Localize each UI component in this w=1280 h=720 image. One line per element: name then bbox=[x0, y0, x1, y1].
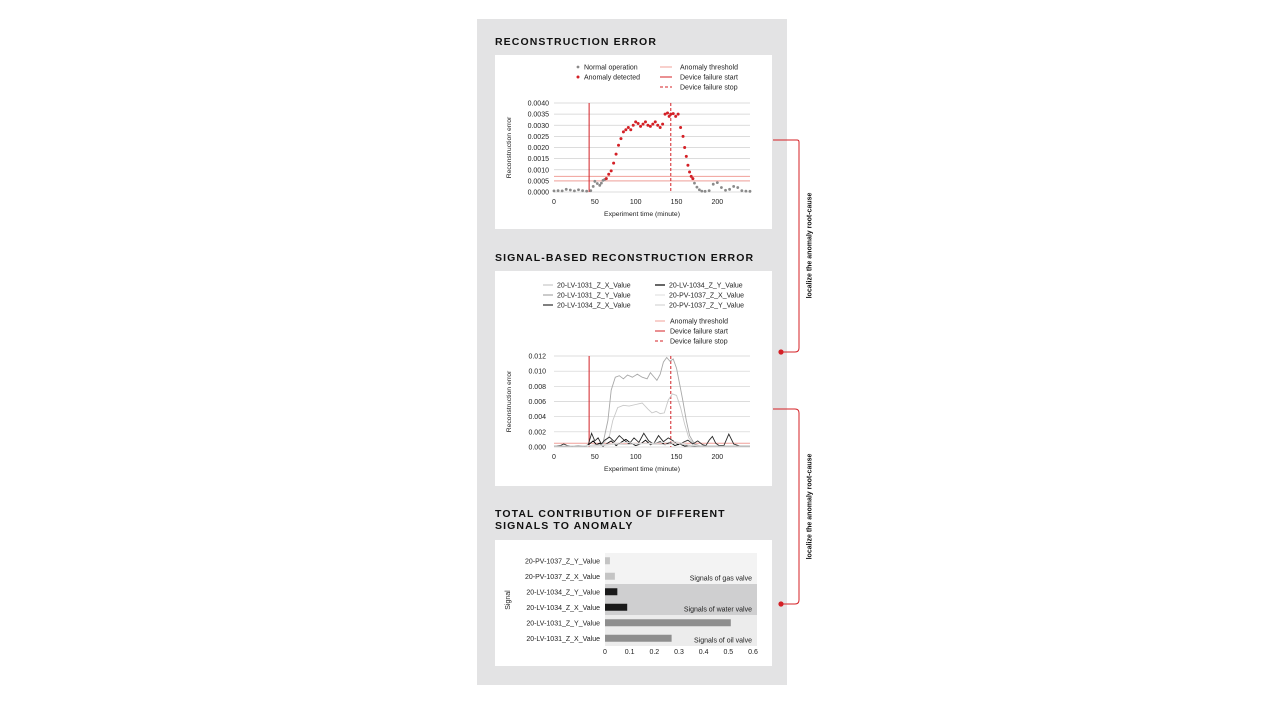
anomaly-detected-point bbox=[629, 128, 632, 131]
anomaly-detected-point bbox=[683, 146, 686, 149]
legend-failure-start-label: Device failure start bbox=[680, 74, 738, 82]
group-label: Signals of oil valve bbox=[694, 637, 752, 645]
total-contribution-chart bbox=[495, 540, 772, 666]
anomaly-detected-point bbox=[666, 112, 669, 115]
legend-series-label: 20-PV-1037_Z_X_Value bbox=[669, 292, 744, 300]
reconstruction-error-chart bbox=[495, 55, 772, 229]
x-tick-label: 50 bbox=[590, 199, 599, 206]
anomaly-detected-point bbox=[679, 126, 682, 129]
legend-normal-label: Normal operation bbox=[584, 64, 638, 72]
section-title-line1: TOTAL CONTRIBUTION OF DIFFERENT bbox=[495, 508, 726, 520]
normal-operation-point bbox=[728, 188, 731, 191]
y-tick-label: 0.002 bbox=[528, 429, 546, 437]
y-tick-label: 0.0015 bbox=[527, 156, 549, 164]
side-label-upper: localize the anomaly root-cause bbox=[806, 192, 814, 299]
category-label: 20-PV-1037_Z_Y_Value bbox=[525, 558, 600, 566]
anomaly-detected-point bbox=[642, 123, 645, 126]
normal-operation-point bbox=[740, 189, 743, 192]
anomaly-detected-point bbox=[686, 164, 689, 167]
section-title-signal-based-error: SIGNAL-BASED RECONSTRUCTION ERROR bbox=[495, 252, 755, 264]
normal-operation-point bbox=[553, 189, 556, 192]
anomaly-detected-point bbox=[622, 130, 625, 133]
x-tick-label: 0.6 bbox=[748, 649, 758, 656]
bar-20-PV-1037_Z_Y_Value bbox=[605, 557, 610, 564]
category-label: 20-LV-1034_Z_X_Value bbox=[526, 604, 600, 612]
legend-threshold-label: Anomaly threshold bbox=[670, 318, 728, 326]
x-tick-label: 0.5 bbox=[723, 649, 734, 656]
category-label: 20-LV-1031_Z_X_Value bbox=[526, 635, 600, 643]
x-tick-label: 50 bbox=[590, 454, 599, 461]
x-axis-label: Experiment time (minute) bbox=[604, 211, 680, 218]
group-label: Signals of gas valve bbox=[689, 575, 752, 583]
normal-operation-point bbox=[596, 182, 599, 185]
normal-operation-point bbox=[704, 190, 707, 193]
y-tick-label: 0.008 bbox=[528, 383, 546, 391]
anomaly-detected-point bbox=[659, 126, 662, 129]
x-tick-label: 0 bbox=[603, 649, 607, 656]
legend-failure-stop-label: Device failure stop bbox=[680, 84, 738, 92]
legend-anomaly-label: Anomaly detected bbox=[584, 74, 641, 82]
normal-operation-point bbox=[573, 189, 576, 192]
normal-operation-point bbox=[585, 190, 588, 193]
x-tick-label: 0 bbox=[552, 454, 556, 461]
anomaly-detected-point bbox=[612, 162, 615, 165]
legend-threshold-label: Anomaly threshold bbox=[680, 64, 738, 72]
x-tick-label: 0.4 bbox=[698, 649, 709, 656]
y-tick-label: 0.0000 bbox=[527, 189, 549, 197]
upper-bracket-line bbox=[773, 140, 799, 352]
anomaly-detected-point bbox=[644, 120, 647, 123]
bar-20-LV-1034_Z_Y_Value bbox=[605, 588, 617, 595]
legend-failure-start-label: Device failure start bbox=[670, 328, 728, 336]
section-title-total-contribution bbox=[495, 508, 726, 532]
normal-operation-point bbox=[598, 184, 601, 187]
anomaly-detected-point bbox=[637, 122, 640, 125]
normal-operation-point bbox=[698, 188, 701, 191]
lower-bracket-line bbox=[773, 409, 799, 604]
section-title-line2: SIGNALS TO ANOMALY bbox=[495, 520, 634, 532]
x-tick-label: 150 bbox=[670, 199, 683, 206]
y-tick-label: 0.0010 bbox=[527, 167, 549, 175]
y-axis-label: Reconstruction error bbox=[506, 116, 513, 179]
anomaly-detected-point bbox=[651, 123, 654, 126]
normal-operation-point bbox=[577, 188, 580, 191]
connector-brackets bbox=[770, 130, 830, 630]
category-label: 20-PV-1037_Z_X_Value bbox=[525, 573, 600, 581]
legend-series-label: 20-LV-1031_Z_Y_Value bbox=[557, 292, 631, 300]
bar-20-PV-1037_Z_X_Value bbox=[605, 573, 615, 580]
anomaly-detected-point bbox=[619, 137, 622, 140]
x-tick-label: 200 bbox=[711, 454, 724, 461]
group-label: Signals of water valve bbox=[683, 606, 752, 614]
y-tick-label: 0.0030 bbox=[527, 122, 549, 130]
normal-operation-point bbox=[700, 190, 703, 193]
anomaly-detected-point bbox=[677, 113, 680, 116]
normal-operation-point bbox=[693, 182, 696, 185]
x-tick-label: 0.3 bbox=[674, 649, 684, 656]
normal-operation-point bbox=[708, 189, 711, 192]
normal-operation-point bbox=[593, 180, 596, 183]
anomaly-detected-point bbox=[624, 128, 627, 131]
anomaly-detected-point bbox=[685, 155, 688, 158]
normal-operation-point bbox=[581, 189, 584, 192]
legend-series-label: 20-LV-1034_Z_X_Value bbox=[557, 302, 631, 310]
anomaly-detected-point bbox=[688, 170, 691, 173]
anomaly-detected-point bbox=[649, 125, 652, 128]
bar-20-LV-1034_Z_X_Value bbox=[605, 604, 627, 611]
legend-series-label: 20-LV-1031_Z_X_Value bbox=[557, 282, 631, 290]
y-tick-label: 0.0005 bbox=[527, 178, 549, 186]
normal-operation-point bbox=[732, 185, 735, 188]
category-label: 20-LV-1031_Z_Y_Value bbox=[526, 620, 600, 628]
normal-operation-point bbox=[745, 190, 748, 193]
y-tick-label: 0.000 bbox=[528, 444, 546, 452]
anomaly-detected-point bbox=[654, 120, 657, 123]
section-title-reconstruction-error: RECONSTRUCTION ERROR bbox=[495, 36, 658, 48]
y-tick-label: 0.010 bbox=[528, 368, 546, 376]
y-tick-label: 0.0020 bbox=[527, 145, 549, 152]
chart-card-signal-based-error bbox=[495, 271, 772, 486]
upper-bracket-dot bbox=[778, 349, 783, 354]
legend-series-label: 20-PV-1037_Z_Y_Value bbox=[669, 302, 744, 310]
anomaly-detected-point bbox=[607, 173, 610, 176]
normal-operation-point bbox=[720, 186, 723, 189]
y-tick-label: 0.006 bbox=[528, 399, 546, 406]
legend-normal-marker bbox=[577, 66, 580, 69]
chart-card-reconstruction-error bbox=[495, 55, 772, 229]
chart-card-total-contribution bbox=[495, 540, 772, 666]
anomaly-detected-point bbox=[691, 177, 694, 180]
y-axis-label: Reconstruction error bbox=[506, 370, 513, 433]
x-axis-label: Experiment time (minute) bbox=[604, 466, 680, 473]
normal-operation-point bbox=[749, 190, 752, 193]
anomaly-detected-point bbox=[615, 153, 618, 156]
normal-operation-point bbox=[712, 183, 715, 186]
normal-operation-point bbox=[600, 182, 603, 185]
x-tick-label: 150 bbox=[670, 454, 683, 461]
x-tick-label: 0.1 bbox=[624, 649, 635, 656]
normal-operation-point bbox=[724, 189, 727, 192]
category-label: 20-LV-1034_Z_Y_Value bbox=[526, 589, 600, 597]
anomaly-detected-point bbox=[617, 144, 620, 147]
y-tick-label: 0.0040 bbox=[527, 100, 549, 108]
legend-series-label: 20-LV-1034_Z_Y_Value bbox=[669, 282, 743, 290]
normal-operation-point bbox=[716, 181, 719, 184]
x-tick-label: 100 bbox=[629, 199, 642, 206]
normal-operation-point bbox=[696, 186, 699, 189]
x-tick-label: 100 bbox=[629, 454, 642, 461]
series-line-20-LV-1031_Z_Y_Value bbox=[554, 358, 750, 447]
anomaly-detected-point bbox=[605, 177, 608, 180]
legend-failure-stop-label: Device failure stop bbox=[670, 338, 728, 346]
normal-operation-point bbox=[569, 189, 572, 192]
lower-bracket-dot bbox=[778, 601, 783, 606]
x-tick-label: 0 bbox=[552, 199, 556, 206]
bar-20-LV-1031_Z_X_Value bbox=[605, 635, 672, 642]
normal-operation-point bbox=[561, 189, 564, 192]
anomaly-detected-point bbox=[627, 126, 630, 129]
y-tick-label: 0.004 bbox=[528, 414, 546, 422]
signal-based-error-chart bbox=[495, 271, 772, 486]
y-tick-label: 0.0035 bbox=[527, 111, 549, 119]
anomaly-detected-point bbox=[682, 135, 685, 138]
legend-anomaly-marker bbox=[577, 76, 580, 79]
anomaly-detected-point bbox=[632, 124, 635, 127]
y-axis-label: Signal bbox=[505, 590, 512, 610]
normal-operation-point bbox=[557, 189, 560, 192]
normal-operation-point bbox=[565, 188, 568, 191]
y-tick-label: 0.012 bbox=[528, 353, 546, 361]
x-tick-label: 200 bbox=[711, 199, 724, 206]
side-label-lower: localize the anomaly root-cause bbox=[806, 453, 814, 560]
anomaly-detected-point bbox=[674, 115, 677, 118]
anomaly-detected-point bbox=[610, 169, 613, 172]
bar-20-LV-1031_Z_Y_Value bbox=[605, 619, 731, 626]
anomaly-detected-point bbox=[656, 124, 659, 127]
anomaly-detected-point bbox=[661, 123, 664, 126]
anomaly-detected-point bbox=[639, 125, 642, 128]
anomaly-detected-point bbox=[672, 112, 675, 115]
normal-operation-point bbox=[736, 186, 739, 189]
x-tick-label: 0.2 bbox=[649, 649, 660, 656]
normal-operation-point bbox=[592, 185, 595, 188]
normal-operation-point bbox=[589, 189, 592, 192]
y-tick-label: 0.0025 bbox=[527, 133, 549, 141]
